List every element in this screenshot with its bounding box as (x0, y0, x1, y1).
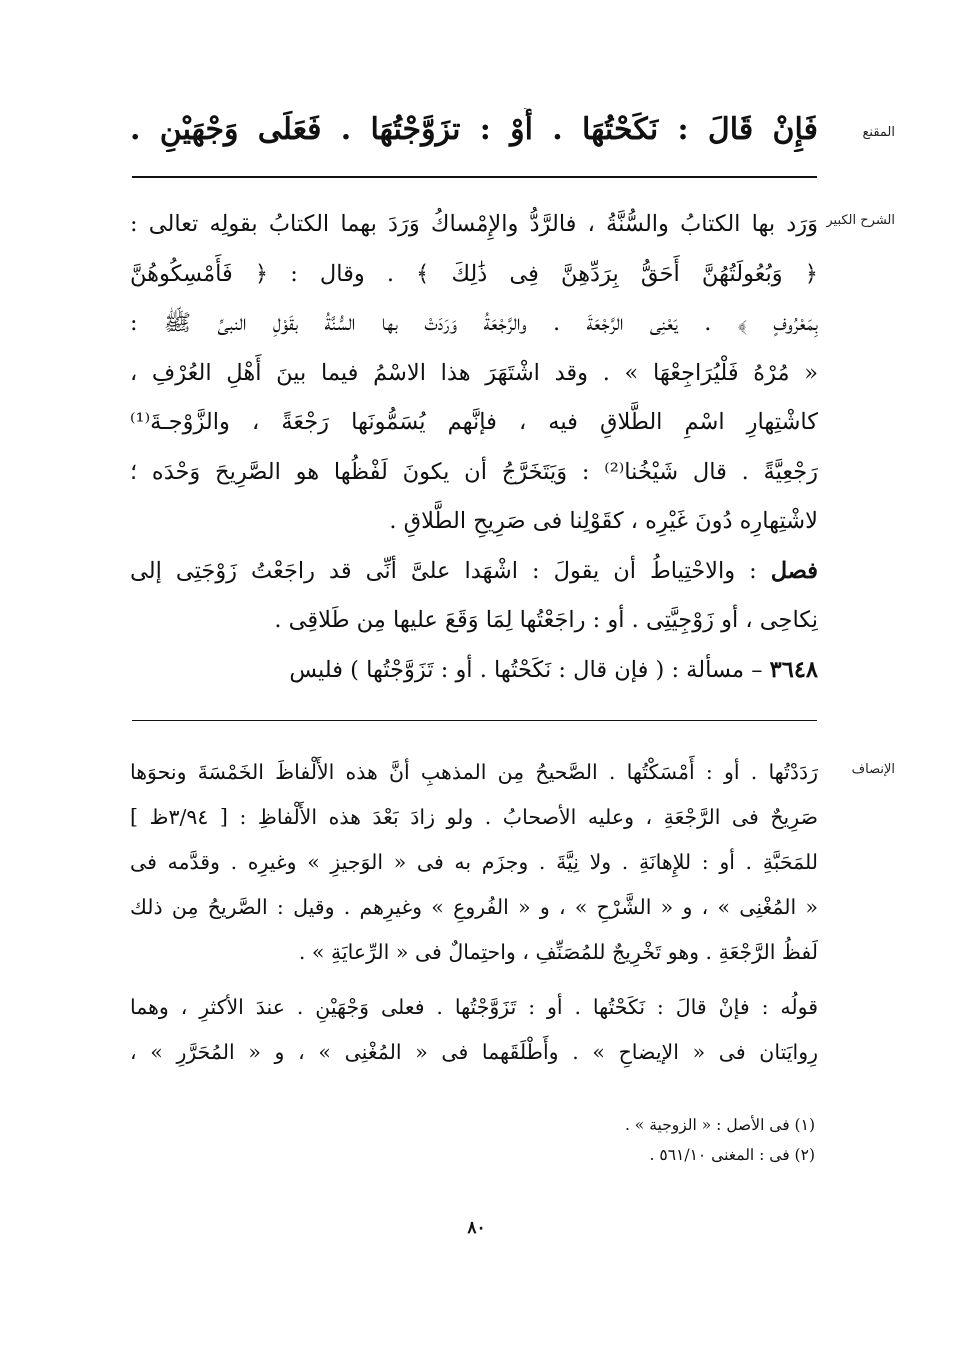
insaf-line: قولُه : فإنْ قالَ : نَكَحْتُها . أو : تَزَوَّجْتُها . فعلى وَجْهَيْنِ . عندَ الأكثرِ ، وهما (130, 995, 818, 1019)
fasl-heading: فصل (770, 557, 818, 584)
insaf-text (130, 750, 818, 1075)
insaf-line: رَدَدْتُها . أو : أَمْسَكْتُها . الصَّحيحُ مِن المذهبِ أنَّ هذه الأَلْفاظَ الخَمْسَةَ ونحوَها (130, 760, 818, 784)
sharh-line: « مُرْهُ فَلْيُرَاجِعْهَا » . وقد اشْتَهَرَ هذا الاسْمُ فيما بينَ أَهْلِ العُرْفِ ، (130, 359, 818, 386)
insaf-label: الإنصاف (851, 762, 895, 777)
sharh-text (130, 200, 818, 695)
section-divider-thin (132, 720, 817, 721)
fasl-line (130, 547, 818, 597)
sharh-line: كاشْتِهارِ اسْمِ الطَّلاقِ فيه ، فإنَّهم يُسَمُّونَها رَجْعَةً ، والزَّوْجـةَ⁽¹⁾ (130, 409, 818, 435)
footnote: (٢) فى : المغنى ٥٦١/١٠ . (649, 1146, 815, 1164)
fasl-line: نِكاحِى ، أو زَوْجِيَّتِى . أو : راجَعْتُها لِمَا وَقَعَ عليها مِن طَلاقِى . (274, 607, 818, 633)
masala-line (130, 646, 818, 696)
sharh-line: بِمَعْرُوفٍ ﴾ . يَعْنِى الرَّجْعَةَ . والرَّجْعَةُ وَرَدَتْ بها السُّنَّةُ بقَوْلِ النبىِّ ﷺ : (130, 310, 818, 336)
muqni-text (130, 108, 818, 152)
insaf-line: لَفظُ الرَّجْعَةِ . وهو تَخْرِيجٌ للمُصَنِّفِ ، واحتِمالٌ فى « الرِّعايَةِ » . (298, 940, 818, 964)
fasl-text: : والاحْتِياطُ أن يقولَ : اشْهَدا علىَّ أنِّى قد راجَعْتُ زَوْجَتِى إلى (130, 557, 757, 584)
insaf-line: رِوايَتان فى « الإيضاحِ » . وأَطْلَقَهما فى « المُغْنِى » ، و « المُحَرَّرِ » ، (130, 1040, 818, 1064)
masala-text: – مسألة : ( فإن قال : نَكَحْتُها . أو : تَزَوَّجْتُها ) فليس (289, 656, 763, 683)
page-number: ٨٠ (467, 1218, 486, 1238)
sharh-line: رَجْعِيَّةً . قال شَيْخُنا⁽²⁾ : وَيَتَخَرَّجُ أن يكونَ لَفْظُها هو الصَّرِيحَ وَحْدَه ؛ (130, 458, 818, 485)
muqni-label: المقنع (862, 125, 895, 140)
paragraph-gap (130, 975, 818, 985)
muqni-line: فَإِنْ قَالَ : نَكَحْتُهَا . أَوْ : تزَوَّجْتُهَا . فَعَلَى وَجْهَيْنِ . (130, 112, 818, 147)
insaf-line: « المُغْنِى » ، و « الشَّرْحِ » ، و « الفُروعِ » وغيرِهم . وقيل : الصَّريحُ مِن ذلك (130, 895, 818, 919)
sharh-label: الشرح الكبير (826, 213, 895, 228)
footnote: (١) فى الأصل : « الزوجية » . (624, 1116, 815, 1134)
footnotes (315, 1110, 815, 1170)
section-divider-thick (132, 176, 817, 178)
insaf-line: للمَحَبَّةِ . أو : للإِهانَةِ . ولا نِيَّةَ . وجزَم به فى « الوَجيزِ » وغيرِه . وقدَّمه فى (130, 850, 818, 874)
sharh-line: ﴿ وَبُعُولَتُهُنَّ أَحَقُّ بِرَدِّهِنَّ فِى ذَٰلِكَ ﴾ . وقال : ﴿ فَأَمْسِكُوهُنَّ (130, 260, 818, 287)
masala-number: ٣٦٤٨ (769, 656, 818, 683)
sharh-line: لاشْتِهارِه دُونَ غَيْرِه ، كقَوْلِنا فى صَرِيحِ الطَّلاقِ . (389, 508, 818, 534)
insaf-line: صَرِيحٌ فى الرَّجْعَةِ ، وعليه الأصحابُ . ولو زادَ بَعْدَ هذه الأَلْفاظِ : [ ٣/٩٤ظ ] (130, 805, 818, 829)
sharh-line: وَرَد بها الكتابُ والسُّنَّةُ ، فالرَّدُّ والإِمْساكُ وَرَدَ بهما الكتابُ بقولِه تعالى : (130, 211, 818, 237)
